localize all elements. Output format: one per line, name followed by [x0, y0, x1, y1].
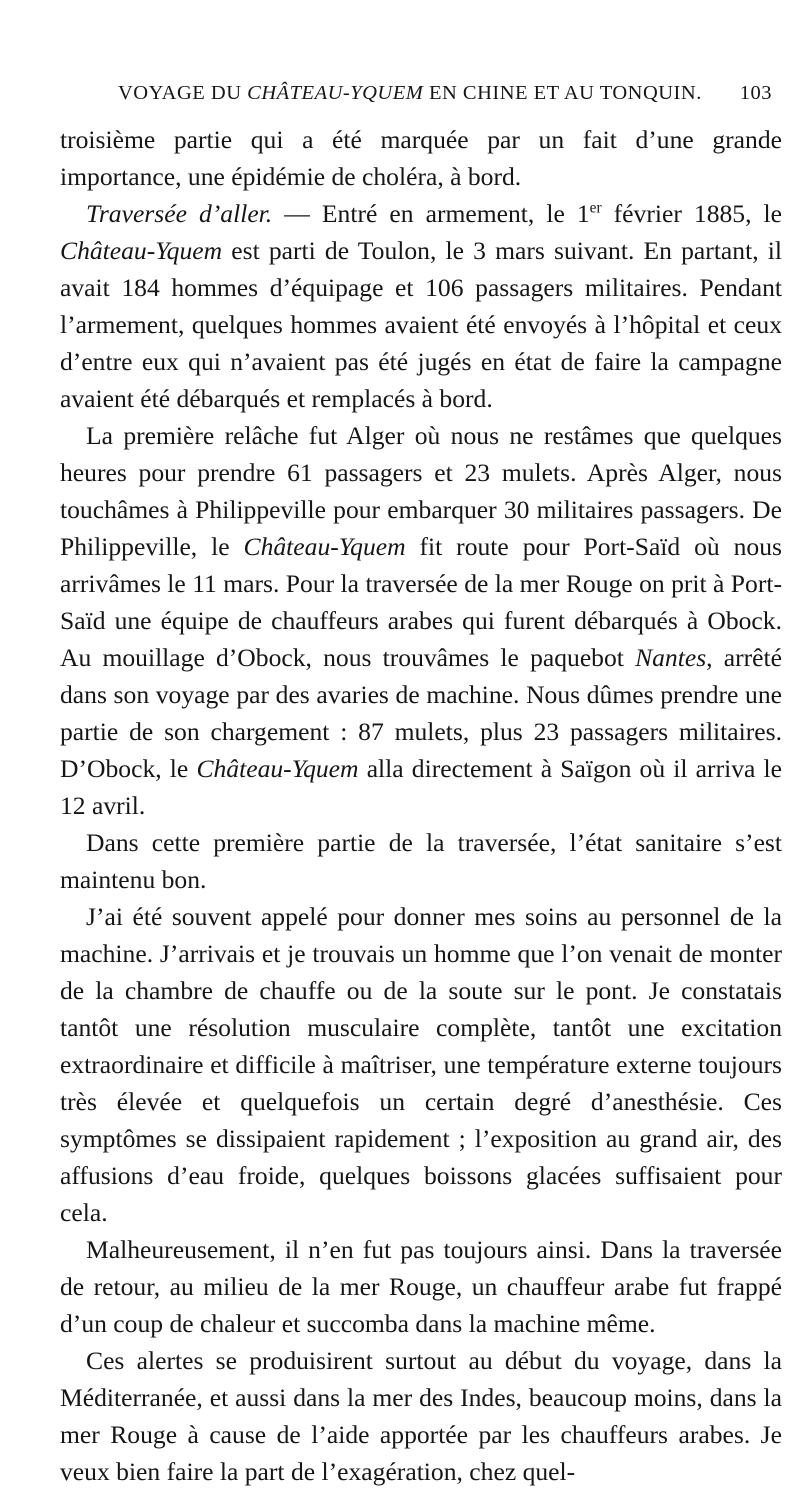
paragraph-2: Traversée d’aller. — Entré en armement, le 1er février 1885, le Château-Yquem est parti de Toulon, le 3 mars suivant. En partant, il avait 184 hommes d’équipage et 106 passagers militaires. Pendant l’armement, quelques hommes avaient été envoyés à l’hôpital et ceux d’entre eux qui n’avaient pas été jugés en état de faire la campagne avaient été débarqués et remplacés à bord. — [60, 199, 783, 413]
page-header — [118, 82, 772, 112]
ship-name: Château-Yquem — [60, 236, 223, 265]
ship-name: Château-Yquem — [196, 754, 359, 783]
ship-name: Château-Yquem — [243, 532, 406, 561]
ship-name: CHÂTEAU-YQUEM — [247, 82, 424, 104]
paragraph-7: Ces alertes se produisirent surtout au début du voyage, dans la Méditerranée, et aussi dans la mer des Indes, beaucoup moins, dans la mer Rouge à cause de l’aide apportée par les chauffeurs arabes. Je veux bien faire la part de l’exagération, chez quel- — [60, 1346, 782, 1486]
paragraph-5: J’ai été souvent appelé pour donner mes soins au personnel de la machine. J’arrivais et je trouvais un homme que l’on venait de monter de la chambre de chauffe ou de la soute sur le pont. Je constatais tantôt une résolution musculaire complète, tantôt une excitation extraordinaire et difficile à maîtriser, une température externe toujours très élevée et quelquefois un certain degré d’anesthésie. Ces symptômes se dissipaient rapidement ; l’exposition au grand air, des affusions d’eau froide, quelques boissons glacées suffisaient pour cela. — [60, 902, 782, 1227]
running-title: VOYAGE DU CHÂTEAU-YQUEM EN CHINE ET AU TONQUIN. — [118, 82, 702, 104]
page-body — [60, 121, 782, 1490]
paragraph-3: La première relâche fut Alger où nous ne restâmes que quelques heures pour prendre 61 passagers et 23 mulets. Après Alger, nous touchâmes à Philippeville pour embarquer 30 militaires passagers. De Philippeville, le Château-Yquem fit route pour Port-Saïd où nous arrivâmes le 11 mars. Pour la traversée de la mer Rouge on prit à Port-Saïd une équipe de chauffeurs arabes qui furent débarqués à Obock. Au mouillage d’Obock, nous trouvâmes le paquebot Nantes, arrêté dans son voyage par des avaries de machine. Nous dûmes prendre une partie de son chargement : 87 mulets, plus 23 passagers militaires. D’Obock, le Château-Yquem alla directement à Saïgon où il arriva le 12 avril. — [60, 421, 782, 820]
paragraph-1: troisième partie qui a été marquée par un fait d’une grande importance, une épidémie de choléra, à bord. — [60, 125, 782, 191]
paragraph-4: Dans cette première partie de la traversée, l’état sanitaire s’est maintenu bon. — [60, 828, 782, 894]
page-number: 103 — [739, 82, 772, 104]
section-heading: Traversée d’aller. — [86, 199, 273, 228]
ship-name: Nantes — [635, 643, 707, 672]
paragraph-6: Malheureusement, il n’en fut pas toujours ainsi. Dans la traversée de retour, au milieu de la mer Rouge, un chauffeur arabe fut frappé d’un coup de chaleur et succomba dans la machine même. — [60, 1235, 782, 1338]
